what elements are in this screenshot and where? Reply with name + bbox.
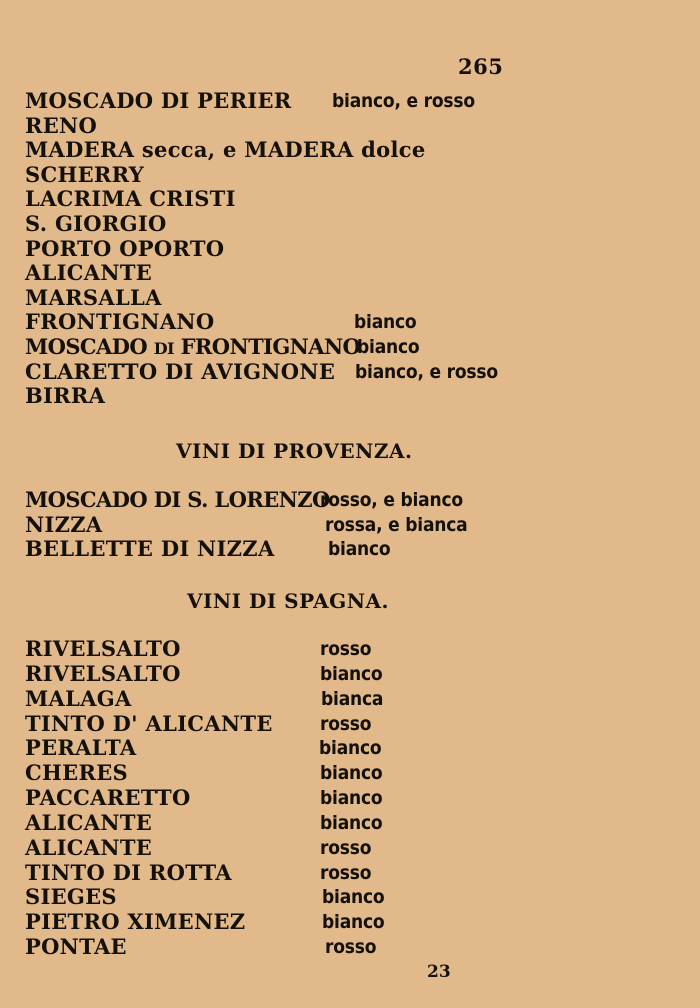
wine-color: bianco [320, 811, 383, 834]
wine-name: LACRIMA CRISTI [25, 186, 236, 212]
wine-color: rosso [320, 638, 372, 660]
wine-name: ALICANTE [25, 809, 153, 835]
wine-row [25, 286, 525, 311]
wine-name: PIETRO XIMENEZ [25, 909, 246, 935]
wine-row [25, 488, 525, 513]
wine-row [25, 537, 525, 562]
wine-name: MOSCADO DI PERIER [25, 88, 292, 113]
wine-color: bianco [320, 787, 383, 810]
wine-name: BELLETTE DI NIZZA [25, 536, 275, 562]
wine-name: MARSALLA [25, 284, 162, 310]
wine-name: RENO [25, 112, 98, 138]
wine-name: NIZZA [25, 511, 103, 537]
wine-name: PORTO OPORTO [25, 235, 225, 261]
wine-list-spagna [25, 637, 525, 960]
wine-name: ALICANTE [25, 260, 153, 286]
page-number: 265 [458, 54, 504, 79]
wine-color: bianco [320, 762, 383, 785]
wine-color: bianco [322, 886, 385, 909]
wine-color: bianco [357, 335, 420, 358]
wine-row [25, 187, 525, 212]
wine-color: rosso [320, 861, 372, 884]
wine-row [25, 212, 525, 237]
wine-row [25, 237, 525, 262]
wine-name: MOSCADO DI S. LORENZO [25, 487, 330, 512]
wine-row [25, 786, 525, 811]
wine-name: PACCARETTO [25, 785, 191, 811]
wine-row [25, 687, 525, 712]
wine-row [25, 637, 525, 662]
wine-color: rosso [320, 712, 372, 735]
wine-row [25, 114, 525, 139]
wine-list-provenza [25, 488, 525, 562]
wine-row [25, 261, 525, 286]
wine-color: rosso, e bianco [320, 489, 463, 511]
section-heading-spagna: VINI DI SPAGNA. [187, 589, 390, 613]
wine-row [25, 885, 525, 910]
wine-color: bianca [321, 687, 384, 710]
wine-row [25, 811, 525, 836]
wine-row [25, 836, 525, 861]
wine-row [25, 662, 525, 687]
wine-name: CLARETTO DI AVIGNONE [25, 358, 336, 384]
wine-row [25, 138, 525, 163]
wine-name: BIRRA [25, 383, 106, 409]
wine-color: rosso [325, 936, 377, 959]
wine-row [25, 310, 525, 335]
wine-row [25, 513, 525, 538]
wine-name: SCHERRY [25, 161, 145, 187]
wine-row [25, 761, 525, 786]
wine-name: TINTO DI ROTTA [25, 859, 232, 885]
printer-signature: 23 [427, 962, 451, 982]
wine-row [25, 335, 525, 360]
section-heading-provenza: VINI DI PROVENZA. [176, 439, 413, 463]
wine-name: RIVELSALTO [25, 660, 181, 686]
wine-color: bianco [354, 311, 417, 334]
wine-color: rossa, e bianca [325, 513, 468, 536]
wine-row [25, 712, 525, 737]
wine-color: bianco [322, 911, 385, 934]
wine-color: rosso [320, 836, 372, 859]
wine-name: FRONTIGNANO [25, 309, 215, 335]
wine-color: bianco [320, 662, 383, 685]
wine-list-general [25, 89, 525, 409]
wine-color: bianco [319, 737, 382, 760]
wine-name: RIVELSALTO [25, 636, 181, 661]
wine-color: bianco, e rosso [332, 90, 475, 112]
wine-name: PONTAE [25, 934, 127, 960]
wine-color: bianco [328, 538, 391, 561]
wine-name: PERALTA [25, 735, 137, 761]
wine-row [25, 910, 525, 935]
wine-color: bianco, e rosso [355, 360, 498, 383]
wine-name: TINTO D' ALICANTE [25, 710, 273, 736]
wine-row [25, 736, 525, 761]
wine-row [25, 163, 525, 188]
wine-row [25, 89, 525, 114]
wine-row [25, 935, 525, 960]
wine-name: SIEGES [25, 884, 117, 910]
wine-name: CHERES [25, 760, 128, 786]
wine-row [25, 861, 525, 886]
wine-row [25, 384, 525, 409]
wine-row [25, 360, 525, 385]
wine-name: MADERA secca, e MADERA dolce [25, 137, 426, 163]
wine-name: MOSCADO DI FRONTIGNANO [25, 333, 361, 359]
wine-name: S. GIORGIO [25, 210, 167, 236]
wine-name: MALAGA [25, 685, 132, 711]
wine-name: ALICANTE [25, 834, 153, 860]
